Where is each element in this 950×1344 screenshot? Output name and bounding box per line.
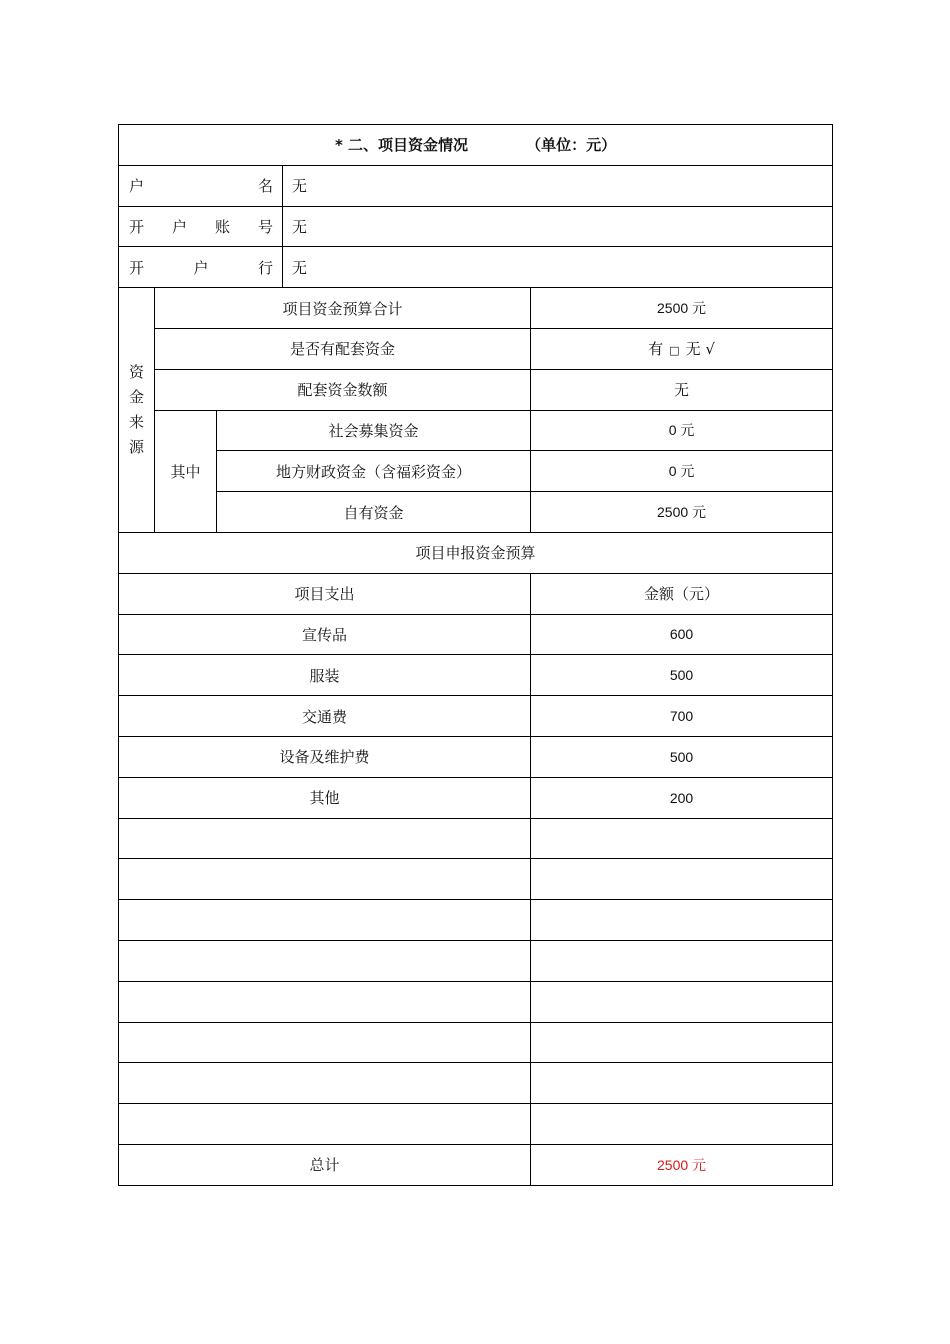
matching-amount-row [119, 369, 833, 410]
empty-cell [119, 1022, 531, 1063]
expense-amount: 500 [531, 655, 833, 696]
own-funds-row [119, 492, 833, 533]
empty-row [119, 1104, 833, 1145]
own-funds-value: 2500 元 [531, 492, 833, 533]
expense-amount: 500 [531, 736, 833, 777]
grand-total-value: 2500 元 [531, 1144, 833, 1185]
empty-cell [531, 859, 833, 900]
option-yes-label: 有 [648, 340, 664, 359]
empty-cell [119, 900, 531, 941]
account-number-label: 开 户 账 号 [119, 206, 283, 247]
funding-table [118, 124, 833, 1186]
empty-cell [119, 1063, 531, 1104]
account-number-value: 无 [283, 206, 833, 247]
empty-cell [531, 1104, 833, 1145]
empty-cell [531, 981, 833, 1022]
grand-total-label: 总计 [119, 1144, 531, 1185]
account-name-row [119, 165, 833, 206]
matching-funds-label: 是否有配套资金 [155, 328, 531, 369]
budget-total-value: 2500 元 [531, 288, 833, 329]
expense-item: 设备及维护费 [119, 736, 531, 777]
own-funds-label: 自有资金 [217, 492, 531, 533]
budget-total-label: 项目资金预算合计 [155, 288, 531, 329]
budget-total-row [119, 288, 833, 329]
empty-cell [119, 818, 531, 859]
empty-cell [531, 940, 833, 981]
table-title [119, 125, 833, 166]
grand-total-row [119, 1144, 833, 1185]
budget-header-row [119, 573, 833, 614]
empty-cell [531, 1063, 833, 1104]
social-funds-label: 社会募集资金 [217, 410, 531, 451]
account-number-row [119, 206, 833, 247]
matching-amount-label: 配套资金数额 [155, 369, 531, 410]
checkbox-empty-icon: □ [669, 344, 680, 358]
empty-cell [119, 940, 531, 981]
empty-row [119, 940, 833, 981]
empty-row [119, 900, 833, 941]
expense-amount: 200 [531, 777, 833, 818]
matching-funds-row [119, 328, 833, 369]
empty-row [119, 1063, 833, 1104]
table-title-text: * 二、项目资金情况 [334, 136, 469, 155]
column-header-amount: 金额（元） [531, 573, 833, 614]
empty-cell [531, 818, 833, 859]
empty-row [119, 981, 833, 1022]
funding-source-label: 资 金 来 源 [119, 288, 155, 533]
option-no-label: 无 [685, 340, 701, 359]
expense-item: 其他 [119, 777, 531, 818]
social-funds-value: 0 元 [531, 410, 833, 451]
table-title-row [119, 125, 833, 166]
table-row [119, 696, 833, 737]
checkmark-icon: √ [705, 340, 715, 359]
expense-item: 宣传品 [119, 614, 531, 655]
local-funds-value: 0 元 [531, 451, 833, 492]
empty-row [119, 859, 833, 900]
empty-row [119, 818, 833, 859]
column-header-item: 项目支出 [119, 573, 531, 614]
empty-cell [531, 900, 833, 941]
expense-amount: 700 [531, 696, 833, 737]
budget-section-row [119, 532, 833, 573]
empty-cell [119, 1104, 531, 1145]
empty-row [119, 1022, 833, 1063]
table-row [119, 655, 833, 696]
matching-amount-value: 无 [531, 369, 833, 410]
bank-label: 开 户 行 [119, 247, 283, 288]
budget-section-title: 项目申报资金预算 [119, 532, 833, 573]
bank-value: 无 [283, 247, 833, 288]
unit-note: （单位：元） [526, 136, 617, 155]
empty-cell [119, 981, 531, 1022]
social-funds-row [119, 410, 833, 451]
account-name-value: 无 [283, 165, 833, 206]
expense-item: 交通费 [119, 696, 531, 737]
matching-funds-choice [531, 328, 833, 369]
expense-amount: 600 [531, 614, 833, 655]
account-name-label: 户 名 [119, 165, 283, 206]
empty-cell [119, 859, 531, 900]
expense-item: 服装 [119, 655, 531, 696]
bank-row [119, 247, 833, 288]
local-funds-row [119, 451, 833, 492]
table-row [119, 736, 833, 777]
empty-cell [531, 1022, 833, 1063]
table-row [119, 614, 833, 655]
local-funds-label: 地方财政资金（含福彩资金） [217, 451, 531, 492]
of-which-label: 其中 [155, 410, 217, 532]
table-row [119, 777, 833, 818]
